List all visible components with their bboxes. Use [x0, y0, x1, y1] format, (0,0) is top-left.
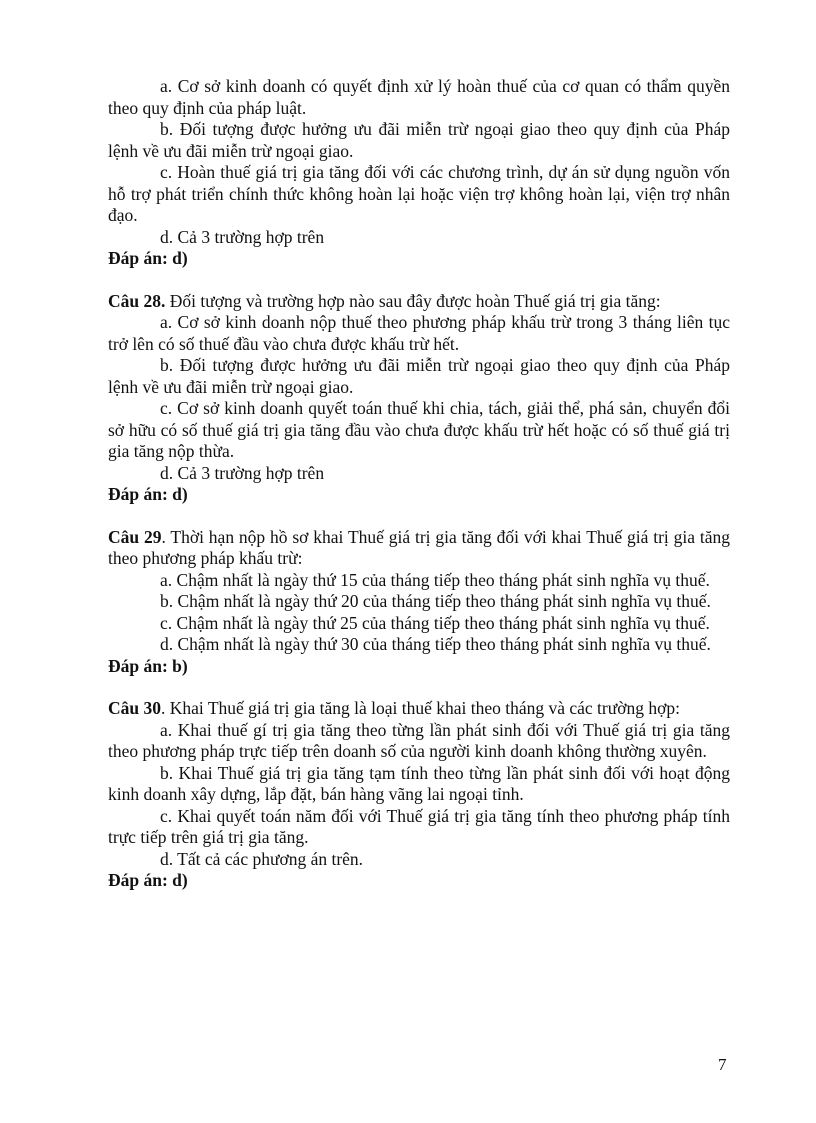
- option-b: b. Đối tượng được hưởng ưu đãi miễn trừ ngoại giao theo quy định của Pháp lệnh về ưu đãi miễn trừ ngoại giao.: [108, 355, 730, 397]
- question-29-heading: [108, 527, 730, 570]
- option-a: a. Khai thuế gí trị gia tăng theo từng lần phát sinh đối với Thuế giá trị gia tăng theo phương pháp trực tiếp trên doanh số của người kinh doanh không thường xuyên.: [108, 719, 730, 761]
- option-d: d. Cả 3 trường hợp trên: [160, 226, 325, 247]
- question-28-heading: [108, 291, 730, 313]
- option-b: b. Đối tượng được hưởng ưu đãi miễn trừ ngoại giao theo quy định của Pháp lệnh về ưu đãi miễn trừ ngoại giao.: [108, 119, 730, 161]
- answer-line: Đáp án: d): [108, 248, 188, 268]
- page-content: [108, 76, 730, 892]
- option-c: c. Chậm nhất là ngày thứ 25 của tháng tiếp theo tháng phát sinh nghĩa vụ thuế.: [160, 612, 710, 633]
- question-label: Câu 29: [108, 526, 162, 547]
- question-label: Câu 28.: [108, 290, 166, 311]
- option-a: a. Cơ sở kinh doanh nộp thuế theo phương pháp khấu trừ trong 3 tháng liên tục trở lên có số thuế đầu vào chưa được khấu trừ hết.: [108, 312, 730, 354]
- option-c: c. Hoàn thuế giá trị gia tăng đối với các chương trình, dự án sử dụng nguồn vốn hỗ trợ phát triển chính thức không hoàn lại hoặc viện trợ không hoàn lại, viện trợ nhân đạo.: [108, 162, 730, 225]
- option-c: c. Cơ sở kinh doanh quyết toán thuế khi chia, tách, giải thể, phá sản, chuyển đổi sở hữu có số thuế giá trị gia tăng đầu vào chưa được khấu trừ hết hoặc có số thuế giá trị gia tăng nộp thừa.: [108, 398, 730, 461]
- answer-line: Đáp án: d): [108, 484, 188, 504]
- question-text: . Khai Thuế giá trị gia tăng là loại thuế khai theo tháng và các trường hợp:: [161, 698, 680, 718]
- question-text: . Thời hạn nộp hồ sơ khai Thuế giá trị gia tăng đối với khai Thuế giá trị gia tăng theo phương pháp khấu trừ:: [108, 526, 730, 568]
- option-b: b. Chậm nhất là ngày thứ 20 của tháng tiếp theo tháng phát sinh nghĩa vụ thuế.: [160, 591, 711, 611]
- option-a: a. Cơ sở kinh doanh có quyết định xử lý hoàn thuế của cơ quan có thẩm quyền theo quy định của pháp luật.: [108, 76, 730, 118]
- option-d: d. Chậm nhất là ngày thứ 30 của tháng tiếp theo tháng phát sinh nghĩa vụ thuế.: [160, 634, 711, 654]
- option-d: d. Cả 3 trường hợp trên: [160, 462, 325, 483]
- option-c: c. Khai quyết toán năm đối với Thuế giá trị gia tăng tính theo phương pháp tính trực tiếp trên giá trị gia tăng.: [108, 805, 730, 847]
- option-d: d. Tất cả các phương án trên.: [160, 848, 364, 869]
- question-label: Câu 30: [108, 698, 161, 718]
- answer-line: Đáp án: d): [108, 870, 188, 890]
- answer-line: Đáp án: b): [108, 655, 188, 676]
- question-30-heading: [108, 698, 730, 720]
- option-b: b. Khai Thuế giá trị gia tăng tạm tính theo từng lần phát sinh đối với hoạt động kinh doanh xây dựng, lắp đặt, bán hàng vãng lai ngoại tỉnh.: [108, 762, 730, 804]
- question-text: Đối tượng và trường hợp nào sau đây được hoàn Thuế giá trị gia tăng:: [165, 290, 661, 311]
- option-a: a. Chậm nhất là ngày thứ 15 của tháng tiếp theo tháng phát sinh nghĩa vụ thuế.: [160, 569, 710, 590]
- page-number: 7: [718, 1055, 727, 1074]
